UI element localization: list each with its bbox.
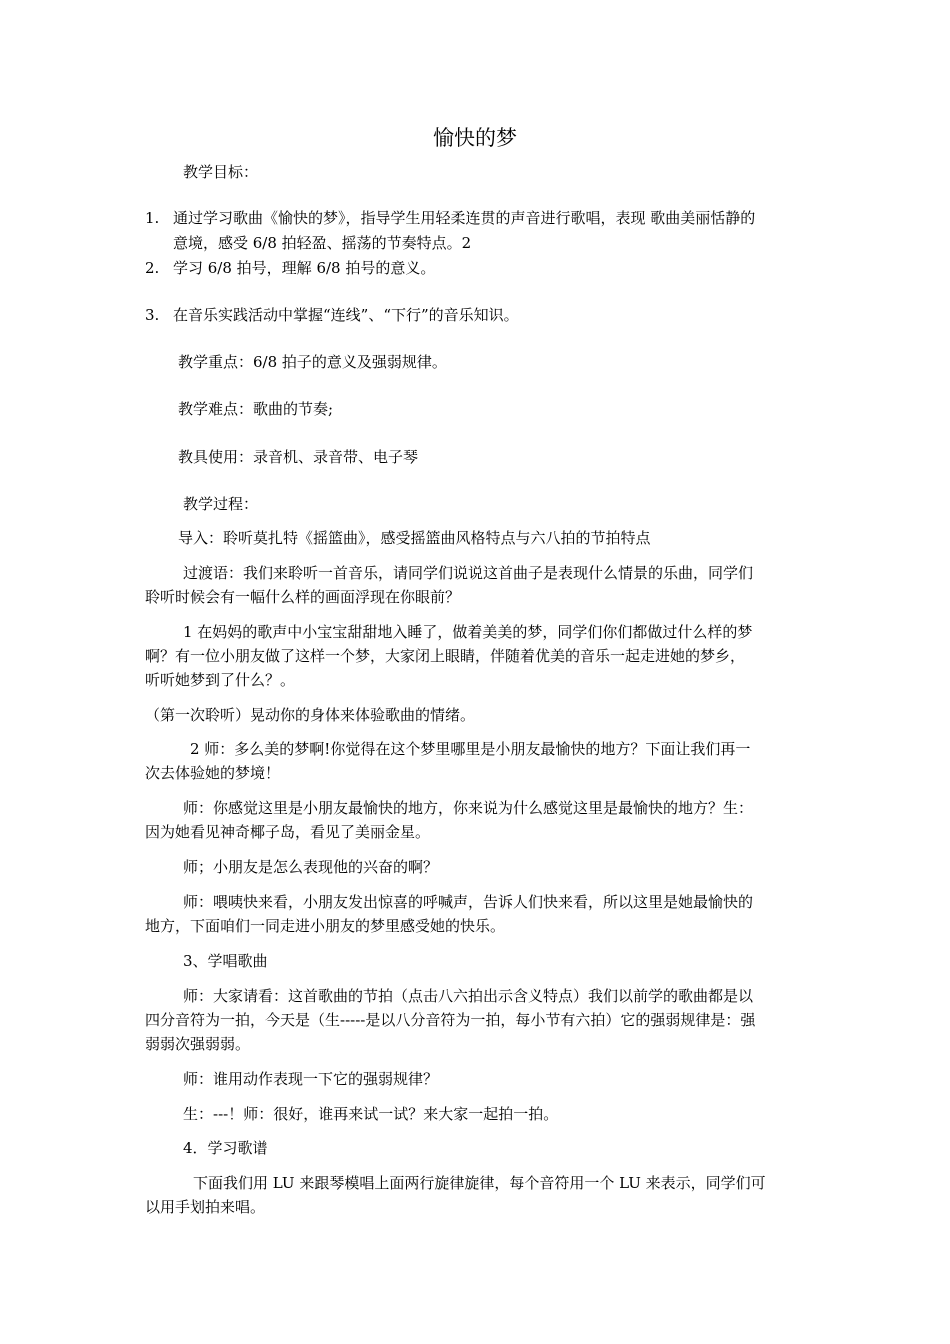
paragraph-2-line-2: 次去体验她的梦境！ bbox=[145, 764, 281, 782]
process-heading: 教学过程： bbox=[183, 495, 259, 513]
paragraph-teacher-4-line-3: 弱弱次强弱弱。 bbox=[145, 1035, 251, 1053]
paragraph-transition-line-1: 过渡语：我们来聆听一首音乐，请同学们说说这首曲子是表现什么情景的乐曲，同学们 bbox=[183, 564, 754, 582]
paragraph-1-line-2: 啊？有一位小朋友做了这样一个梦，大家闭上眼睛，伴随着优美的音乐一起走进她的梦乡， bbox=[145, 647, 746, 665]
document-title: 愉快的梦 bbox=[433, 126, 517, 150]
paragraph-intro: 导入：聆听莫扎特《摇篮曲》，感受摇篮曲风格特点与六八拍的节拍特点 bbox=[178, 529, 651, 547]
teaching-tools: 教具使用：录音机、录音带、电子琴 bbox=[178, 448, 419, 466]
objective-3-number: 3. bbox=[145, 306, 160, 324]
paragraph-first-listen: （第一次聆听）晃动你的身体来体验歌曲的情绪。 bbox=[145, 706, 476, 724]
objectives-heading: 教学目标： bbox=[183, 163, 259, 181]
objective-1-line-2: 意境，感受 6/8 拍轻盈、摇荡的节奏特点。2 bbox=[173, 234, 472, 252]
paragraph-teacher-3-line-1: 师：喂咦快来看，小朋友发出惊喜的呼喊声，告诉人们快来看，所以这里是她最愉快的 bbox=[183, 893, 754, 911]
objective-3: 3. 在音乐实践活动中掌握“连线”、“下行”的音乐知识。 bbox=[145, 306, 519, 324]
paragraph-1-line-3: 听听她梦到了什么？。 bbox=[145, 671, 296, 689]
objective-2: 2. 学习 6/8 拍号，理解 6/8 拍号的意义。 bbox=[145, 259, 436, 277]
key-point: 教学重点：6/8 拍子的意义及强弱规律。 bbox=[178, 353, 447, 371]
objective-1-line-1: 1. 通过学习歌曲《愉快的梦》，指导学生用轻柔连贯的声音进行歌唱，表现 歌曲美丽恬静的 bbox=[145, 209, 756, 227]
paragraph-teacher-3-line-2: 地方，下面咱们一同走进小朋友的梦里感受她的快乐。 bbox=[145, 917, 506, 935]
paragraph-teacher-5: 师：谁用动作表现一下它的强弱规律？ bbox=[183, 1070, 439, 1088]
paragraph-student: 生：---！师：很好，谁再来试一试？来大家一起拍一拍。 bbox=[183, 1105, 559, 1123]
paragraph-teacher-1-line-1: 师：你感觉这里是小朋友最愉快的地方，你来说为什么感觉这里是最愉快的地方？生： bbox=[183, 799, 754, 817]
paragraph-teacher-4-line-2: 四分音符为一拍，今天是（生-----是以八分音符为一拍，每小节有六拍）它的强弱规律是：强 bbox=[145, 1011, 756, 1029]
paragraph-transition-line-2: 聆听时候会有一幅什么样的画面浮现在你眼前？ bbox=[145, 588, 461, 606]
section-3-heading: 3、学唱歌曲 bbox=[183, 952, 268, 970]
objective-1-number: 1. bbox=[145, 209, 160, 227]
paragraph-teacher-2: 师；小朋友是怎么表现他的兴奋的啊？ bbox=[183, 858, 439, 876]
difficulty: 教学难点：歌曲的节奏; bbox=[178, 400, 334, 418]
section-4-heading: 4．学习歌谱 bbox=[183, 1139, 268, 1157]
paragraph-1-line-1: 1 在妈妈的歌声中小宝宝甜甜地入睡了，做着美美的梦，同学们你们都做过什么样的梦 bbox=[183, 623, 753, 641]
paragraph-teacher-1-line-2: 因为她看见神奇椰子岛，看见了美丽金星。 bbox=[145, 823, 431, 841]
paragraph-teacher-4-line-1: 师：大家请看：这首歌曲的节拍（点击八六拍出示含义特点）我们以前学的歌曲都是以 bbox=[183, 987, 754, 1005]
paragraph-2-line-1: 2 师：多么美的梦啊!你觉得在这个梦里哪里是小朋友最愉快的地方？下面让我们再一 bbox=[190, 740, 751, 758]
objective-2-number: 2. bbox=[145, 259, 160, 277]
paragraph-score-line-2: 以用手划拍来唱。 bbox=[145, 1198, 266, 1216]
paragraph-score-line-1: 下面我们用 LU 来跟琴模唱上面两行旋律旋律，每个音符用一个 LU 来表示，同学们可 bbox=[193, 1174, 766, 1192]
